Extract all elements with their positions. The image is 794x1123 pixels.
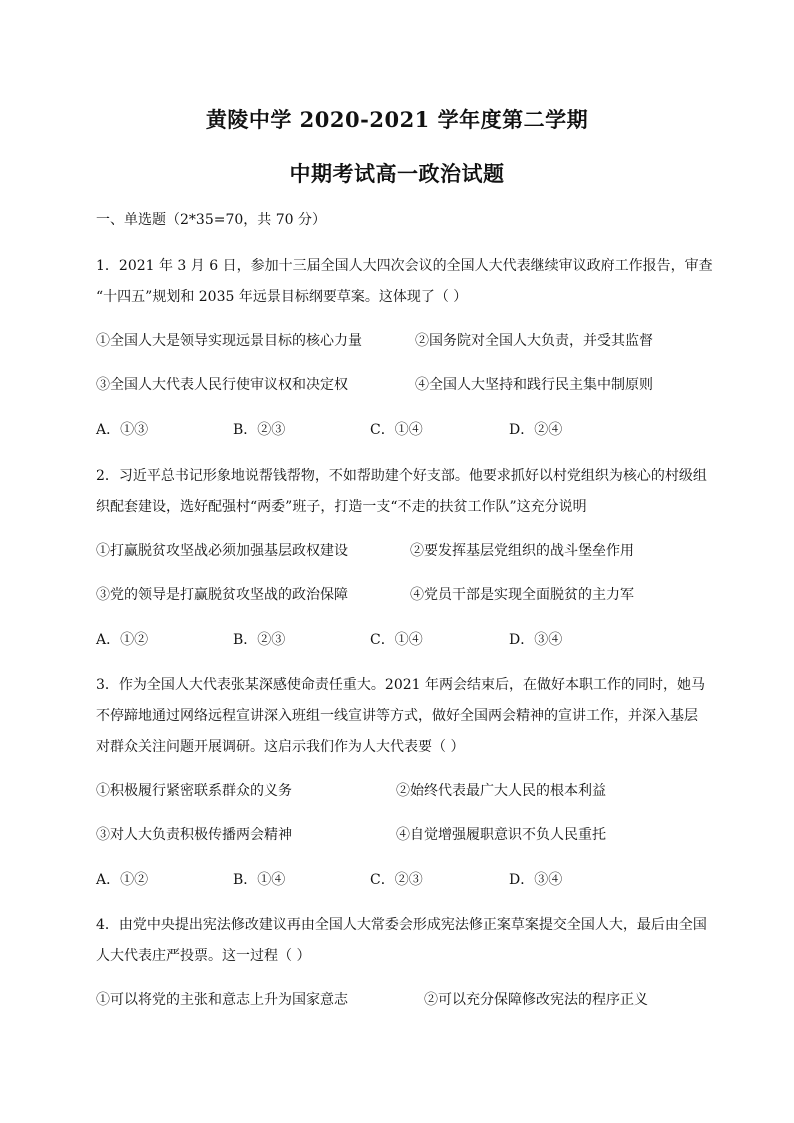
q3-choice-c: C．②③ [370,872,423,888]
q3-option-3: ③对人大负责积极传播两会精神 [96,827,292,843]
q1-stem-line2: “十四五”规划和 2035 年远景目标纲要草案。这体现了（ ） [96,289,468,305]
q3-choice-a: A．①② [96,872,149,888]
q4-stem-line2: 人大代表庄严投票。这一过程（ ） [96,948,311,964]
q2-choice-d: D．③④ [509,632,563,648]
q1-stem-line1: 1．2021 年 3 月 6 日，参加十三届全国人大四次会议的全国人大代表继续审议政府工作报告，审查 [96,258,713,274]
section-heading: 一、单选题（2*35=70，共 70 分） [96,212,326,228]
q4-option-1: ①可以将党的主张和意志上升为国家意志 [96,992,348,1008]
q2-choice-b: B．②③ [233,632,286,648]
q2-option-3: ③党的领导是打赢脱贫攻坚战的政治保障 [96,587,348,603]
q2-option-2: ②要发挥基层党组织的战斗堡垒作用 [410,543,634,559]
q2-choice-c: C．①④ [370,632,423,648]
q1-option-2: ②国务院对全国人大负责，并受其监督 [415,333,653,349]
exam-subtitle: 中期考试高一政治试题 [289,161,505,186]
q3-option-2: ②始终代表最广大人民的根本利益 [396,783,606,799]
q3-stem-line2: 不停蹄地通过网络远程宣讲深入班组一线宣讲等方式，做好全国两会精神的宣讲工作，并深入基层 [96,708,698,724]
q2-choice-a: A．①② [96,632,149,648]
q1-choice-b: B．②③ [233,422,286,438]
q3-option-4: ④自觉增强履职意识不负人民重托 [396,827,606,843]
q2-option-4: ④党员干部是实现全面脱贫的主力军 [410,587,634,603]
q4-stem-line1: 4．由党中央提出宪法修改建议再由全国人大常委会形成宪法修正案草案提交全国人大，最后由全国 [96,917,707,933]
q4-option-2: ②可以充分保障修改宪法的程序正义 [424,992,648,1008]
q1-choice-c: C．①④ [370,422,423,438]
q2-stem-line1: 2．习近平总书记形象地说帮钱帮物，不如帮助建个好支部。他要求抓好以村党组织为核心的村级组 [96,468,707,484]
q3-option-1: ①积极履行紧密联系群众的义务 [96,783,292,799]
q1-choice-a: A．①③ [96,422,149,438]
q3-stem-line3: 对群众关注问题开展调研。这启示我们作为人大代表要（ ） [96,739,465,755]
q1-option-4: ④全国人大坚持和践行民主集中制原则 [415,377,653,393]
q1-option-1: ①全国人大是领导实现远景目标的核心力量 [96,333,362,349]
exam-title: 黄陵中学 2020-2021 学年度第二学期 [205,107,589,132]
q3-choice-b: B．①④ [233,872,286,888]
q3-choice-d: D．③④ [509,872,563,888]
q1-choice-d: D．②④ [509,422,563,438]
q2-stem-line2: 织配套建设，选好配强村“两委”班子，打造一支“不走的扶贫工作队”这充分说明 [96,499,587,515]
q3-stem-line1: 3．作为全国人大代表张某深感使命责任重大。2021 年两会结束后，在做好本职工作的同时，她马 [96,677,705,693]
q2-option-1: ①打赢脱贫攻坚战必须加强基层政权建设 [96,543,348,559]
q1-option-3: ③全国人大代表人民行使审议权和决定权 [96,377,348,393]
